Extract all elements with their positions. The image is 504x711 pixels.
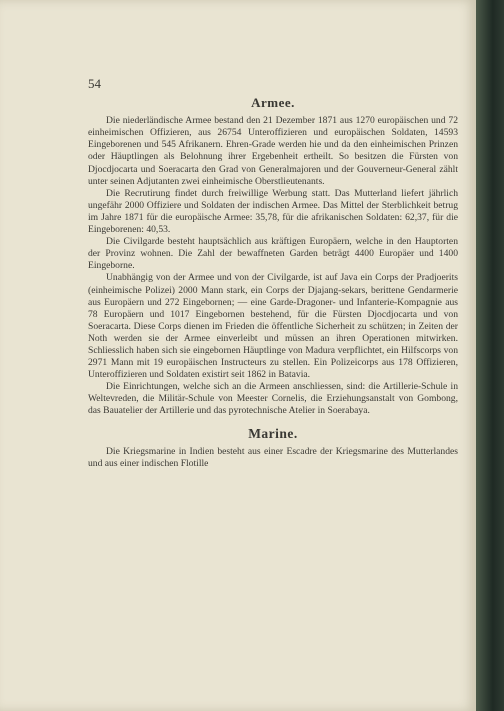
paragraph: Unabhängig von der Armee und von der Civilgarde, ist auf Java ein Corps der Pradjoerits (einheimische Polizei) 2000 Mann stark, ein Corps der Djajang-sekars, berittene Gendarmerie aus Europäern und 272 Eingebornen; — eine Garde-Dragoner- und Infanterie-Kompagnie aus 78 Europäern und 1017 Eingebornen bestehend, für die Fürsten Djocdjocarta und von Soeracarta. Diese Corps dienen im Frieden die öffentliche Sicherheit zu schützen; in Zeiten der Noth werden sie der Armee einverleibt und müssen an ihren Operationen mitwirken. Schliesslich haben sich sie eingebornen Häuptlinge von Madura verpflichtet, ein Hilfscorps von 2971 Mann mit 19 europäischen Instructeurs zu stellen. Ein Polizeicorps aus 178 Offizieren, Unteroffizieren und Soldaten existirt seit 1862 in Batavia.	[88, 272, 458, 381]
section-heading-marine: Marine.	[248, 425, 298, 441]
paragraph: Die Einrichtungen, welche sich an die Armeen anschliessen, sind: die Artillerie-Schule in Weltevreden, die Militär-Schule von Meester Cornelis, die Erziehungsanstalt von Gombong, das Bauatelier der Artillerie und das pyrotechnische Atelier in Soerabaya.	[88, 381, 458, 417]
paragraph: Die niederländische Armee bestand den 21 Dezember 1871 aus 1270 europäischen und 72 einheimischen Offizieren, aus 26754 Unteroffizieren und europäischen Soldaten, 14593 Eingeborenen und 545 Afrikanern. Ehren-Grade werden hie und da den einheimischen Prinzen oder Häuptlingen als Belohnung ihrer Ergebenheit ertheilt. So besitzen die Fürsten von Djocdjocarta und Soeracarta den Grad von Generalmajoren und der Gouverneur-General zählt unter seinen Adjutanten zwei einheimische Oberstlieutenants.	[88, 115, 458, 187]
section-heading-armee: Armee.	[251, 95, 295, 111]
paragraph: Die Civilgarde besteht hauptsächlich aus kräftigen Europäern, welche in den Hauptorten der Provinz wohnen. Die Zahl der bewaffneten Garden beträgt 4400 Europäer und 1400 Eingeborne.	[88, 236, 458, 272]
paragraph: Die Recrutirung findet durch freiwillige Werbung statt. Das Mutterland liefert jährlich ungefähr 2000 Offiziere und Soldaten der indischen Armee. Das Mittel der Sterblichkeit betrug im Jahre 1871 für die europäische Armee: 35,78, für die afrikanischen Soldaten: 62,37, für die Eingeborenen: 40,53.	[88, 187, 458, 236]
book-spine	[476, 0, 504, 711]
paragraph: Die Kriegsmarine in Indien besteht aus einer Escadre der Kriegsmarine des Mutterlandes und aus einer indischen Flotille	[88, 445, 458, 469]
page-number: 54	[88, 76, 101, 91]
page-text	[88, 78, 458, 470]
